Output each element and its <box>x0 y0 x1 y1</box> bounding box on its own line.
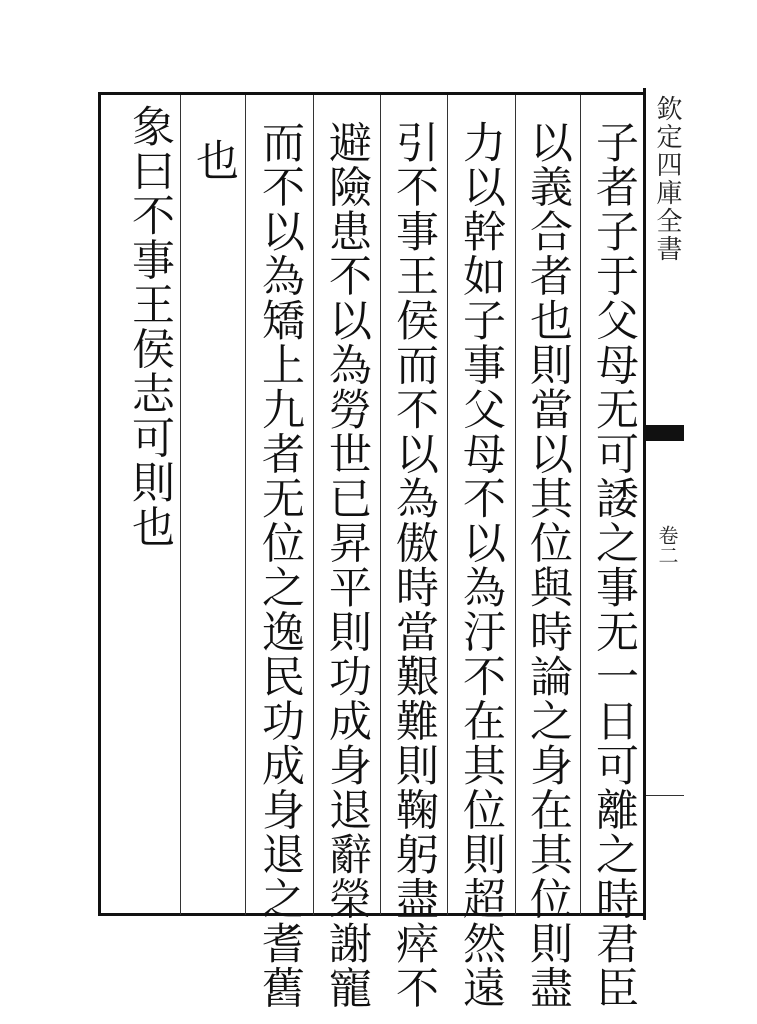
column-rule <box>380 95 381 915</box>
volume-label: 卷二 <box>655 525 679 565</box>
column-rule <box>245 95 246 915</box>
margin-divider <box>646 795 684 796</box>
text-column-3: 力以幹如子事父母不以為汙不在其位則超然遠 <box>456 120 506 1010</box>
page-margin <box>646 95 684 915</box>
column-rule <box>447 95 448 915</box>
text-column-6: 而不以為矯上九者无位之逸民功成身退之耆舊 <box>255 120 305 1010</box>
text-column-8: 象曰不事王侯志可則也 <box>125 104 175 549</box>
text-column-7: 也 <box>189 138 239 183</box>
column-rule <box>580 95 581 915</box>
text-column-4: 引不事王侯而不以為傲時當艱難則鞠躬盡瘁不 <box>389 120 439 1010</box>
fishtail-mark <box>646 437 684 441</box>
fishtail-mark <box>646 425 684 437</box>
column-rule <box>515 95 516 915</box>
text-column-5: 避險患不以為勞世已昇平則功成身退辭榮謝寵 <box>322 120 372 1010</box>
text-column-2: 以義合者也則當以其位與時論之身在其位則盡 <box>523 120 573 1010</box>
column-rule <box>180 95 181 915</box>
book-title: 欽定四庫全書 <box>652 95 682 263</box>
text-column-1: 子者子于父母无可諉之事无一日可離之時君臣 <box>589 120 639 1010</box>
column-rule <box>313 95 314 915</box>
